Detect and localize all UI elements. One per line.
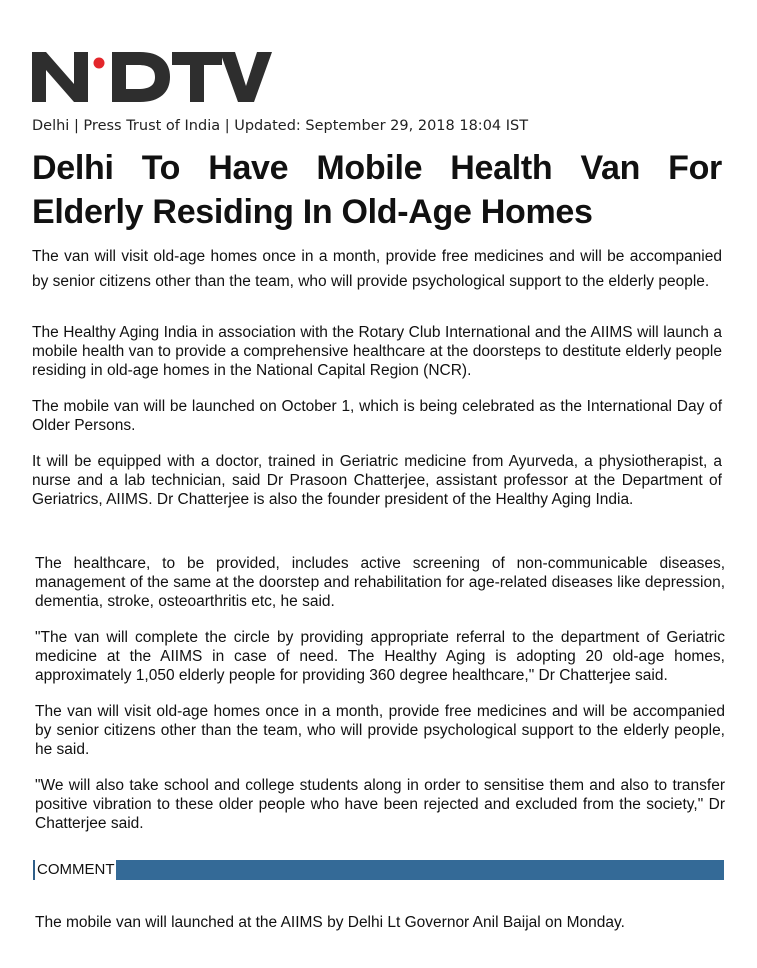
article-paragraph: The Healthy Aging India in association with the Rotary Club International and the AIIMS will launch a mobile health van to provide a comprehensive healthcare at the doorsteps to destitute elderly people residing in old-age homes in the National Capital Region (NCR).	[32, 324, 722, 379]
article-byline: Delhi | Press Trust of India | Updated: September 29, 2018 18:04 IST	[32, 118, 529, 134]
ndtv-logo-mark	[32, 52, 272, 102]
article-paragraph: The van will visit old-age homes once in a month, provide free medicines and will be accompanied by senior citizens other than the team, who will provide psychological support to the elderly people, he said.	[35, 703, 725, 758]
comment-label[interactable]: COMMENT	[33, 860, 116, 880]
article-headline: Delhi To Have Mobile Health Van For Elderly Residing In Old-Age Homes	[32, 149, 722, 231]
article-body-part-2	[35, 554, 725, 833]
article-paragraph: "We will also take school and college students along in order to sensitise them and also to transfer positive vibration to these older people who have been rejected and excluded from the society," Dr Chatterjee said.	[35, 777, 725, 832]
article-paragraph: "The van will complete the circle by providing appropriate referral to the department of Geriatric medicine at the AIIMS in case of need. The Healthy Aging is adopting 20 old-age homes, approximately 1,050 elderly people for providing 360 degree healthcare," Dr Chatterjee said.	[35, 629, 725, 684]
article-paragraph: The healthcare, to be provided, includes active screening of non-communicable diseases, management of the same at the doorstep and rehabilitation for age-related diseases like depression, dementia, stroke, osteoarthritis etc, he said.	[35, 555, 725, 610]
ndtv-logo	[32, 52, 272, 102]
article-body-part-1	[32, 323, 722, 509]
article-summary: The van will visit old-age homes once in a month, provide free medicines and will be accompanied by senior citizens other than the team, who will provide psychological support to the elderly people.	[32, 248, 722, 290]
article-paragraph: It will be equipped with a doctor, trained in Geriatric medicine from Ayurveda, a physiotherapist, a nurse and a lab technician, said Dr Prasoon Chatterjee, assistant professor at the Department of Geriatrics, AIIMS. Dr Chatterjee is also the founder president of the Healthy Aging India.	[32, 453, 722, 508]
comment-bar-fill	[116, 860, 725, 880]
article-closing-line: The mobile van will launched at the AIIMS by Delhi Lt Governor Anil Baijal on Monday.	[35, 914, 625, 931]
comment-section-bar[interactable]	[33, 860, 724, 880]
article-paragraph: The mobile van will be launched on October 1, which is being celebrated as the International Day of Older Persons.	[32, 398, 722, 434]
